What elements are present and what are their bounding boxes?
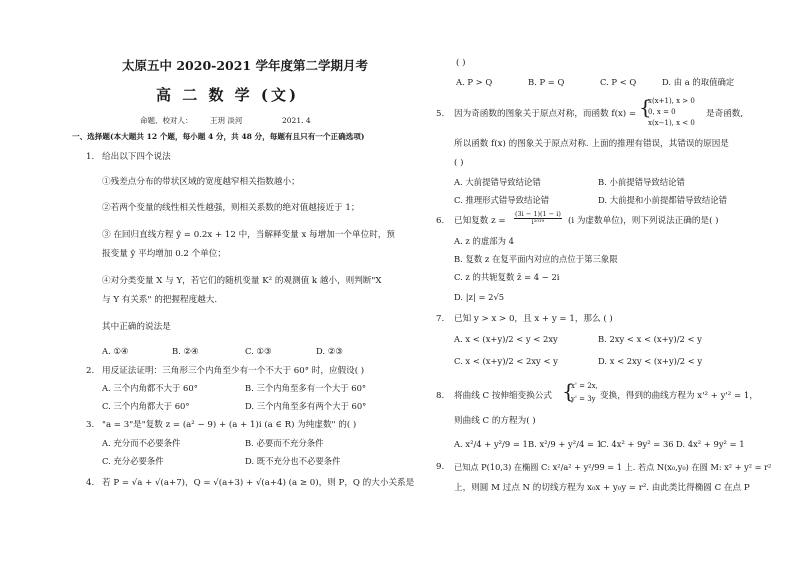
option-d[interactable]: D. 三个内角至多有两个大于 60° xyxy=(245,401,367,411)
subject-title: 高 二 数 学 (文) xyxy=(156,86,300,104)
option-d[interactable]: D. ②③ xyxy=(316,346,343,356)
section-heading: 一、选择题(本大题共 12 个题，每小题 4 分，共 48 分，每题有且只有一个正确选项) xyxy=(72,132,365,141)
case-line-1: x(x+1), x > 0 xyxy=(648,97,695,105)
option-a[interactable]: A. ①④ xyxy=(102,346,129,356)
statement-4b: 与 Y 有关系" 的把握程度越大. xyxy=(102,295,218,305)
system-brace: { xyxy=(562,379,575,403)
question-stem-cont: (i 为虚数单位)，则下列说法正确的是( ) xyxy=(568,216,719,226)
statement-4a: ④对分类变量 X 与 Y，若它们的随机变量 K² 的观测值 k 越小，则判断"X xyxy=(102,276,382,286)
option-c[interactable]: C. P < Q xyxy=(600,77,637,87)
option-b[interactable]: B. 小前提错导致结论错 xyxy=(598,177,685,187)
option-b[interactable]: B. P = Q xyxy=(528,77,565,87)
option-a[interactable]: A. 大前提错导致结论错 xyxy=(454,177,541,187)
question-stem: 已知 y > x > 0，且 x + y = 1，那么 ( ) xyxy=(454,314,613,324)
question-number: 1. xyxy=(86,152,95,162)
option-c[interactable]: C. 4x² + 9y² = 36 xyxy=(600,439,674,449)
option-b[interactable]: B. 复数 z 在复平面内对应的点位于第三象限 xyxy=(454,254,618,264)
question-number: 9. xyxy=(436,462,445,472)
answer-paren: ( ) xyxy=(456,58,466,68)
option-b[interactable]: B. 必要而不充分条件 xyxy=(245,438,324,448)
question-number: 4. xyxy=(86,478,95,488)
statement-3a: ③ 在回归直线方程 ŷ = 0.2x + 12 中，当解释变量 x 每增加一个单位时，预 xyxy=(102,230,395,240)
question-stem: 若 P = √a + √(a+7)，Q = √(a+3) + √(a+4) (a ≥ 0)，则 P，Q 的大小关系是 xyxy=(102,478,415,488)
option-d[interactable]: D. x < 2xy < (x+y)/2 < y xyxy=(598,356,703,366)
option-c[interactable]: C. 充分必要条件 xyxy=(102,456,164,466)
option-c[interactable]: C. x < (x+y)/2 < 2xy < y xyxy=(454,356,558,366)
question-stem-cont: 则曲线 C 的方程为( ) xyxy=(454,416,536,426)
option-b[interactable]: B. 2xy < x < (x+y)/2 < y xyxy=(598,334,702,344)
question-stem: 给出以下四个说法 xyxy=(102,152,171,162)
question-stem: "a = 3"是"复数 z = (a² − 9) + (a + 1)i (a ∈ R) 为纯虚数" 的( ) xyxy=(102,420,357,430)
question-number: 6. xyxy=(436,216,445,226)
statement-3b: 报变量 ŷ 平均增加 0.2 个单位； xyxy=(102,249,226,259)
option-a[interactable]: A. x < (x+y)/2 < y < 2xy xyxy=(454,334,558,344)
question-stem: 已知复数 z = xyxy=(454,216,506,226)
fraction-denominator: i²⁰¹⁹ xyxy=(531,218,545,226)
case-brace: { xyxy=(639,95,652,119)
statement-2: ②若两个变量的线性相关性越强，则相关系数的绝对值越接近于 1； xyxy=(102,203,360,213)
question-number: 8. xyxy=(436,391,445,401)
question-number: 5. xyxy=(436,109,445,119)
fraction xyxy=(514,211,562,226)
question-number: 7. xyxy=(436,314,445,324)
option-d[interactable]: D. 4x² + 9y² = 1 xyxy=(676,439,745,449)
system-line-2: y' = 3y xyxy=(571,395,596,403)
option-c[interactable]: C. z 的共轭复数 z̄ = 4 − 2i xyxy=(454,272,560,282)
option-d[interactable]: D. |z| = 2√5 xyxy=(454,292,505,302)
question-stem-cont: 所以函数 f(x) 的图象关于原点对称. 上面的推理有错误，其错误的原因是 xyxy=(454,139,729,149)
option-d[interactable]: D. 大前提和小前提都错导致结论错 xyxy=(598,195,727,205)
question-stem-cont: 变换，得到的曲线方程为 x'² + y'² = 1， xyxy=(600,391,758,401)
option-b[interactable]: B. 三个内角至多有一个大于 60° xyxy=(245,383,367,393)
question-stem: 用反证法证明：三角形三个内角至少有一个不大于 60° 时，应假设( ) xyxy=(102,366,365,376)
option-b[interactable]: B. ②④ xyxy=(172,346,199,356)
question-ask: 其中正确的说法是 xyxy=(102,322,171,332)
question-stem: 因为奇函数的图象关于原点对称，而函数 f(x) = xyxy=(454,109,637,119)
case-line-3: x(x−1), x < 0 xyxy=(648,119,695,127)
case-line-2: 0, x = 0 xyxy=(648,108,676,116)
option-d[interactable]: D. 由 a 的取值确定 xyxy=(662,77,735,87)
question-stem: 将曲线 C 按伸缩变换公式 xyxy=(454,391,552,401)
date: 2021. 4 xyxy=(282,116,311,125)
authors: 王玥 淡河 xyxy=(210,116,243,125)
statement-1: ①残差点分布的带状区域的宽度越窄相关指数越小； xyxy=(102,177,300,187)
question-stem-cont: 上，则圆 M 过点 N 的切线方程为 x₀x + y₀y = r². 由此类比得椭圆 C 在点 P xyxy=(454,483,750,493)
option-a[interactable]: A. z 的虚部为 4 xyxy=(454,236,514,246)
answer-paren: ( ) xyxy=(454,158,464,168)
option-b[interactable]: B. x²/9 + y²/4 = 1 xyxy=(528,439,602,449)
option-a[interactable]: A. P > Q xyxy=(456,77,493,87)
question-number: 3. xyxy=(86,420,95,430)
fraction-numerator: (3i − 1)(1 − i) xyxy=(515,210,561,218)
system-line-1: x' = 2x, xyxy=(571,382,598,390)
meta-label: 命题、校对人： xyxy=(140,116,193,125)
question-number: 2. xyxy=(86,366,95,376)
question-stem-cont: 是奇函数, xyxy=(706,109,744,119)
option-c[interactable]: C. 三个内角都大于 60° xyxy=(102,401,190,411)
option-a[interactable]: A. 充分而不必要条件 xyxy=(102,438,181,448)
school-title: 太原五中 2020-2021 学年度第二学期月考 xyxy=(122,58,368,73)
question-stem: 已知点 P(10,3) 在椭圆 C: x²/a² + y²/99 = 1 上. 若点 N(x₀,y₀) 在圆 M: x² + y² = r² xyxy=(454,462,772,472)
option-c[interactable]: C. ①③ xyxy=(245,346,272,356)
option-d[interactable]: D. 既不充分也不必要条件 xyxy=(245,456,341,466)
option-c[interactable]: C. 推理形式错导致结论错 xyxy=(454,195,550,205)
option-a[interactable]: A. x²/4 + y²/9 = 1 xyxy=(454,439,528,449)
option-a[interactable]: A. 三个内角都不大于 60° xyxy=(102,383,198,393)
